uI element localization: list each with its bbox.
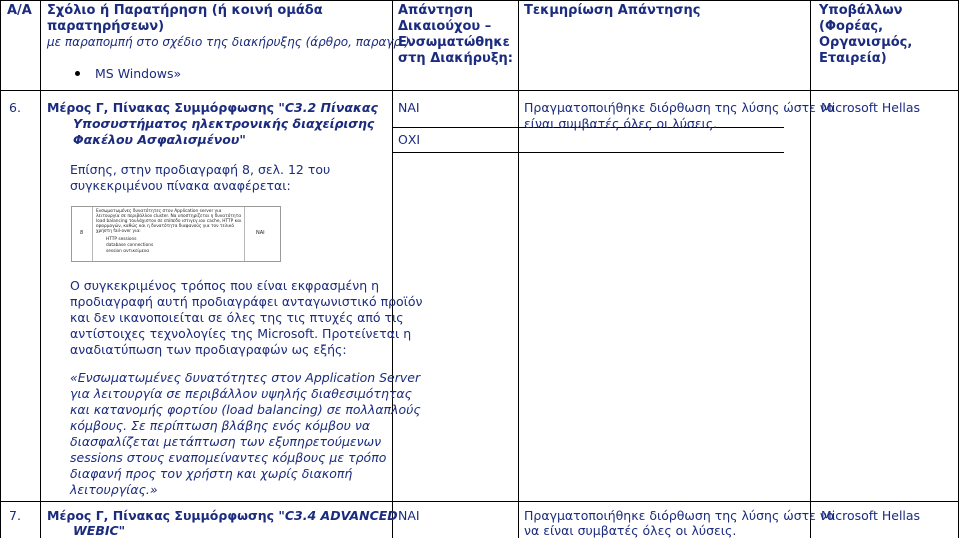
row6-submitter: Microsoft Hellas — [821, 100, 921, 115]
thumb-line: εφαρμογών, καθώς και η δυνατότητα διαφανούς για τον τελικό — [96, 224, 234, 229]
thumb-line: χρήστη fail-over για: — [96, 229, 141, 234]
col-divider-1 — [40, 0, 41, 538]
row6-para3-line: διαφανή προς τον χρήστη και χωρίς διακοπή — [70, 466, 353, 481]
row7-submitter: Microsoft Hellas — [821, 508, 921, 523]
continuation-bullet-text: MS Windows» — [95, 66, 182, 81]
row6-number: 6. — [9, 100, 21, 115]
row6-justification-line1: Πραγματοποιήθηκε διόρθωση της λύσης ώστε να — [524, 100, 836, 115]
row6-para2-line: αντίστοιχες τεχνολογίες της Microsoft. Προτείνεται η — [70, 326, 412, 341]
thumb-bullet: session αντικείμενα — [106, 249, 150, 254]
table-left-border — [0, 0, 1, 538]
col-divider-4 — [810, 0, 811, 538]
header-col-submitter-line4: Εταιρεία) — [819, 51, 887, 66]
thumb-row-number: 8 — [80, 230, 84, 236]
row6-title-line1 — [47, 100, 378, 116]
row6-para2-line: και δεν ικανοποιείται σε όλες της τις πτυχές από τις — [70, 310, 404, 325]
header-col-answer-line1: Απάντηση — [398, 3, 474, 18]
row6-bottom-border — [0, 501, 959, 502]
row7-title-italic: "C3.4 ADVANCED — [278, 508, 398, 523]
row6-para3-line: sessions στους εναπομείναντες κόμβους με τρόπο — [70, 450, 387, 465]
thumb-bullet: HTTP sessions — [106, 237, 137, 242]
header-col-comment-line1: Σχόλιο ή Παρατήρηση (ή κοινή ομάδα — [47, 3, 323, 18]
col-divider-3 — [518, 0, 519, 538]
row6-para1-line2: συγκεκριμένου πίνακα αναφέρεται: — [70, 178, 291, 193]
header-col-justification: Τεκμηρίωση Απάντησης — [524, 3, 701, 18]
row6-title-line2: Υποσυστήματος ηλεκτρονικής διαχείρισης — [73, 116, 375, 131]
thumb-bullet: database connections — [106, 243, 154, 248]
row6-answer-yes: ΝΑΙ — [398, 100, 420, 115]
header-col-aa: A/A — [7, 3, 32, 18]
header-col-submitter-line1: Υποβάλλων — [819, 3, 903, 18]
row6-title-bold: Μέρος Γ, Πίνακας Συμμόρφωσης — [47, 100, 279, 115]
row7-justification-line1: Πραγματοποιήθηκε διόρθωση της λύσης ώστε να — [524, 508, 836, 523]
row6-para3-line: και κατανομής φορτίου (load balancing) σε πολλαπλούς — [70, 402, 421, 417]
row7-justification-line2: να είναι συμβατές όλες οι λύσεις. — [524, 523, 737, 538]
row7-title-bold: Μέρος Γ, Πίνακας Συμμόρφωσης — [47, 508, 279, 523]
header-bottom-border — [0, 90, 959, 91]
row6-para3-line: «Ενσωματωμένες δυνατότητες στον Application Server — [70, 370, 421, 385]
col-divider-2 — [392, 0, 393, 538]
thumb-line: load balancing τουλάχιστον σε επίπεδο ιστιγεγ.ιου cache, HTTP και — [96, 219, 242, 224]
row6-para3-line: για λειτουργία σε περιβάλλον υψηλής διαθεσιμότητας — [70, 386, 412, 401]
row6-answer-no: ΟΧΙ — [398, 132, 421, 147]
row6-para2-line: Ο συγκεκριμένος τρόπος που είναι εκφρασμένη η — [70, 278, 380, 293]
row6-para3-line: διασφαλίζεται μετάπτωση των εξυπηρετούμενων — [70, 434, 382, 449]
row6-justification-line2: είναι συμβατές όλες οι λύσεις. — [524, 116, 718, 131]
header-col-answer-line3: Ενσωματώθηκε — [398, 35, 510, 50]
row7-title-line2: WEBIC" — [73, 523, 126, 538]
header-col-comment-subtitle: με παραπομπή στο σχέδιο της διακήρυξης (άρθρο, παραγρ.) — [47, 35, 410, 49]
header-col-submitter-line2: (Φορέας, — [819, 19, 884, 34]
row6-title-italic: "C3.2 Πίνακας — [278, 100, 378, 115]
row6-para3-line: κόμβους. Σε περίπτωση βλάβης ενός κόμβου να — [70, 418, 371, 433]
row7-answer: ΝΑΙ — [398, 508, 420, 523]
header-col-answer-line2: Δικαιούχου – — [398, 19, 492, 34]
table-top-border — [0, 0, 959, 1]
header-col-comment-line2: παρατηρήσεων) — [47, 19, 165, 34]
row6-title-line3: Φακέλου Ασφαλισμένου" — [73, 132, 246, 147]
row7-title-line1 — [47, 508, 398, 524]
header-col-answer-line4: στη Διακήρυξη: — [398, 51, 513, 66]
row6-para1-line1: Επίσης, στην προδιαγραφή 8, σελ. 12 του — [70, 162, 331, 177]
row6-para2-line: προδιαγραφή αυτή προδιαγράφει ανταγωνιστικό προϊόν — [70, 294, 423, 309]
bullet-icon — [75, 71, 80, 76]
row6-para2-line: αναδιατύπωση των προδιαγραφών ως εξής: — [70, 342, 347, 357]
header-col-submitter-line3: Οργανισμός, — [819, 35, 913, 50]
thumb-answer: ΝΑΙ — [256, 230, 265, 236]
quoted-spec-thumbnail — [71, 206, 281, 262]
thumb-line: Ενσωματωμένες δυνατότητες στον Application server για — [96, 209, 222, 214]
thumb-line: λειτουργία σε περιβάλλον cluster. Να υποστηρίζεται η δυνατότητα — [96, 214, 242, 219]
row6-answer-separator-bottom — [393, 152, 784, 153]
row6-para3-line: λειτουργίας.» — [70, 482, 158, 497]
row7-number: 7. — [9, 508, 21, 523]
